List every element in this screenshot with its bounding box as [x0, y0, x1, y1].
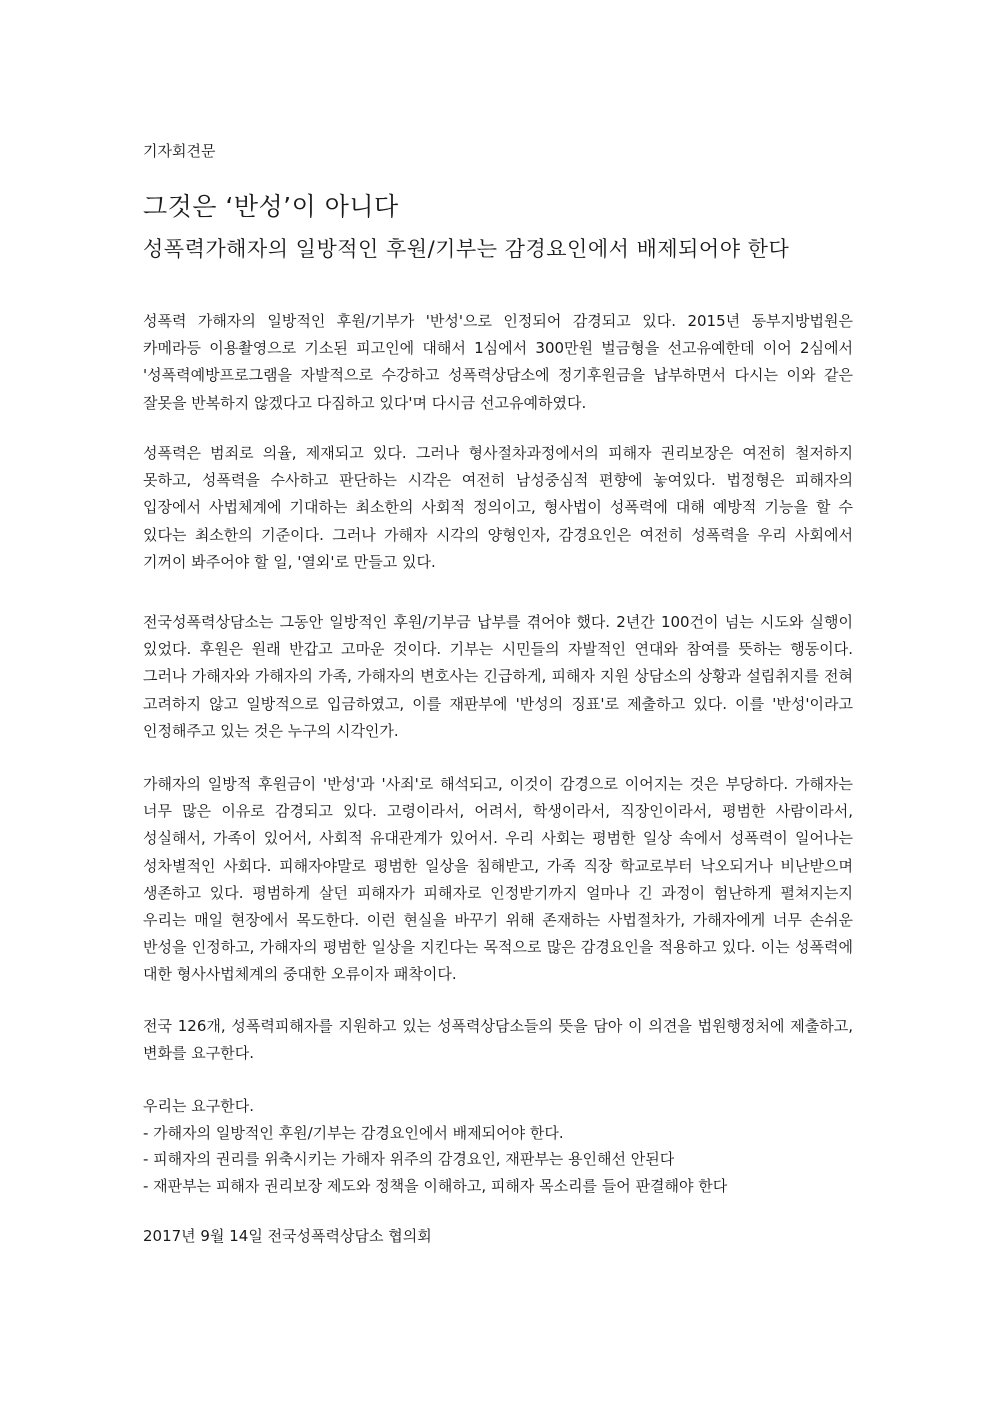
- body-paragraph-1: 성폭력 가해자의 일방적인 후원/기부가 '반성'으로 인정되어 감경되고 있다. 2015년 동부지방법원은 카메라등 이용촬영으로 기소된 피고인에 대해서 1심에서 300만원 벌금형을 선고유예한데 이어 2심에서 '성폭력예방프로그램을 자발적으로 수강하고 성폭력상담소에 정기후원금을 납부하면서 다시는 이와 같은 잘못을 반복하지 않겠다고 다짐하고 있다'며 다시금 선고유예하였다.: [143, 312, 853, 412]
- body-paragraph-5: 전국 126개, 성폭력피해자를 지원하고 있는 성폭력상담소들의 뜻을 담아 이 의견을 법원행정처에 제출하고, 변화를 요구한다.: [143, 1017, 853, 1063]
- body-paragraph-4: 가해자의 일방적 후원금이 '반성'과 '사죄'로 해석되고, 이것이 감경으로 이어지는 것은 부당하다. 가해자는 너무 많은 이유로 감경되고 있다. 고령이라서, 어려서, 학생이라서, 직장인이라서, 평범한 사람이라서, 성실해서, 가족이 있어서, 사회적 유대관계가 있어서. 우리 사회는 평범한 일상 속에서 성폭력이 일어나는 성차별적인 사회다. 피해자야말로 평범한 일상을 침해받고, 가족 직장 학교로부터 낙오되거나 비난받으며 생존하고 있다. 평범하게 살던 피해자가 피해자로 인정받기까지 얼마나 긴 과정이 험난하게 펼쳐지는지 우리는 매일 현장에서 목도한다. 이런 현실을 바꾸기 위해 존재하는 사법절차가, 가해자에게 너무 손쉬운 반성을 인정하고, 가해자의 평범한 일상을 지킨다는 목적으로 많은 감경요인을 적용하고 있다. 이는 성폭력에 대한 형사사법체계의 중대한 오류이자 패착이다.: [143, 775, 853, 984]
- demand-item: - 재판부는 피해자 권리보장 제도와 정책을 이해하고, 피해자 목소리를 들어 판결해야 한다: [143, 1176, 728, 1195]
- body-paragraph-3: 전국성폭력상담소는 그동안 일방적인 후원/기부금 납부를 겪어야 했다. 2년간 100건이 넘는 시도와 실행이 있었다. 후원은 원래 반갑고 고마운 것이다. 기부는 시민들의 자발적인 연대와 참여를 뜻하는 행동이다. 그러나 가해자와 가해자의 가족, 가해자의 변호사는 긴급하게, 피해자 지원 상담소의 상황과 설립취지를 전혀 고려하지 않고 일방적으로 입금하였고, 이를 재판부에 '반성의 징표'로 제출하고 있다. 이를 '반성'이라고 인정해주고 있는 것은 누구의 시각인가.: [143, 613, 853, 740]
- demands-heading: 우리는 요구한다.: [143, 1097, 254, 1115]
- demand-item: - 피해자의 권리를 위축시키는 가해자 위주의 감경요인, 재판부는 용인해선 안된다: [143, 1150, 675, 1168]
- document-type-label: 기자회견문: [143, 142, 216, 160]
- document-title: 그것은 ‘반성’이 아니다: [143, 192, 399, 221]
- demand-item: - 가해자의 일방적인 후원/기부는 감경요인에서 배제되어야 한다.: [143, 1123, 564, 1142]
- document-subtitle: 성폭력가해자의 일방적인 후원/기부는 감경요인에서 배제되어야 한다: [143, 237, 790, 261]
- body-paragraph-2: 성폭력은 범죄로 의율, 제재되고 있다. 그러나 형사절차과정에서의 피해자 권리보장은 여전히 철저하지 못하고, 성폭력을 수사하고 판단하는 시각은 여전히 남성중심적 편향에 놓여있다. 법정형은 피해자의 입장에서 사법체계에 기대하는 최소한의 사회적 정의이고, 형사법이 성폭력에 대해 예방적 기능을 할 수 있다는 최소한의 기준이다. 그러나 가해자 시각의 양형인자, 감경요인은 여전히 성폭력을 우리 사회에서 기꺼이 봐주어야 할 일, '열외'로 만들고 있다.: [143, 444, 853, 571]
- signature-line: 2017년 9월 14일 전국성폭력상담소 협의회: [143, 1227, 432, 1245]
- demands-section: [143, 1093, 853, 1199]
